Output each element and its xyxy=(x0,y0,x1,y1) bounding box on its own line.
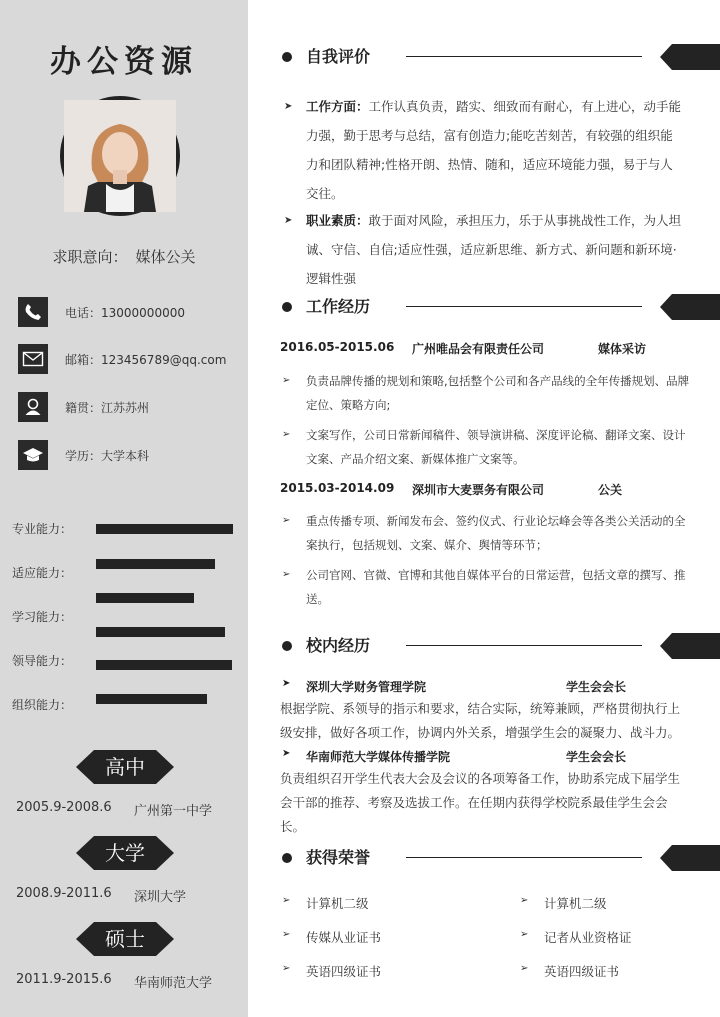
job-role: 媒体采访 xyxy=(598,342,647,356)
self-eval-quality-text: 敢于面对风险，承担压力，乐于从事挑战性工作，为人坦诚、守信、自信;适应性强，适应新思维、新方式、新问题和新环境·逻辑性强 xyxy=(306,213,682,286)
skill-bar-adaptability xyxy=(96,559,215,569)
edu-info-university xyxy=(16,886,187,905)
edu-level-master: 硕士 xyxy=(105,927,145,951)
graduation-cap-icon xyxy=(18,440,48,470)
edu-period-master: 2011.9-2015.6 xyxy=(16,972,112,987)
bullet-dot-icon xyxy=(282,641,292,651)
divider-line xyxy=(406,645,642,646)
edu-school-highschool: 广州第一中学 xyxy=(134,804,213,819)
job-intent-label: 求职意向： xyxy=(52,248,128,266)
honor-text: 传媒从业证书 xyxy=(306,930,382,945)
contact-email-text: 邮箱：123456789@qq.com xyxy=(65,352,227,367)
arrow-icon: ➤ xyxy=(284,101,293,112)
contact-origin xyxy=(18,391,149,423)
arrow-icon: ➢ xyxy=(520,895,529,906)
job-header-2 xyxy=(280,481,623,497)
divider-line xyxy=(406,857,642,858)
honor-text: 英语四级证书 xyxy=(544,964,620,979)
divider-line xyxy=(406,56,642,57)
edu-period-university: 2008.9-2011.6 xyxy=(16,886,112,901)
job-item xyxy=(282,369,692,417)
sidebar xyxy=(0,0,248,1017)
section-title-campus: 校内经历 xyxy=(306,636,371,655)
contact-phone xyxy=(18,296,185,328)
contact-email xyxy=(18,343,226,375)
self-eval-quality xyxy=(282,206,682,286)
honor-item xyxy=(282,894,369,912)
skill-label-professional: 专业能力： xyxy=(12,522,73,536)
section-header-honors xyxy=(280,845,720,871)
job-intent-value: 媒体公关 xyxy=(135,248,196,266)
divider-line xyxy=(406,306,642,307)
job-item-text: 公司官网、官微、官博和其他自媒体平台的日常运营，包括文章的撰写、推送。 xyxy=(306,568,686,606)
arrow-icon: ➢ xyxy=(520,963,529,974)
skill-bar-organization xyxy=(96,694,207,704)
honor-item xyxy=(520,894,607,912)
bullet-dot-icon xyxy=(282,853,292,863)
job-period: 2016.05-2015.06 xyxy=(280,340,395,354)
edu-school-master: 华南师范大学 xyxy=(134,976,213,991)
campus-desc-1: 根据学院、系领导的指示和要求，结合实际，统筹兼顾，严格贯彻执行上级安排，做好各项工作，协调内外关系，增强学生会的凝聚力、战斗力。 xyxy=(280,701,681,740)
contact-education xyxy=(18,439,149,471)
campus-position: 学生会会长 xyxy=(566,750,627,764)
campus-desc-2: 负责组织召开学生代表大会及会议的各项筹备工作，协助系完成下届学生会干部的推荐、考察及选拔工作。在任期内获得学校院系最佳学生会会长。 xyxy=(280,771,681,834)
arrow-icon: ➤ xyxy=(282,678,291,689)
skill-label-learning: 学习能力： xyxy=(12,610,73,624)
honor-item xyxy=(520,928,632,946)
job-period: 2015.03-2014.09 xyxy=(280,481,395,495)
campus-org: 华南师范大学媒体传播学院 xyxy=(306,750,451,764)
job-company: 深圳市大麦票务有限公司 xyxy=(412,483,545,497)
section-title-honors: 获得荣誉 xyxy=(306,848,371,867)
edu-period-highschool: 2005.9-2008.6 xyxy=(16,800,112,815)
honor-text: 计算机二级 xyxy=(544,896,607,911)
arrow-icon: ➢ xyxy=(282,895,291,906)
edu-level-highschool: 高中 xyxy=(105,755,145,779)
job-item xyxy=(282,563,692,611)
skill-bar-extra xyxy=(96,660,232,670)
arrow-icon: ➢ xyxy=(282,929,291,940)
job-item xyxy=(282,423,692,471)
section-tab-icon xyxy=(660,845,720,871)
edu-school-university: 深圳大学 xyxy=(134,890,187,905)
skill-bar-leadership xyxy=(96,627,225,637)
phone-icon xyxy=(18,297,48,327)
job-role: 公关 xyxy=(598,483,623,497)
self-eval-work-text: 工作认真负责，踏实、细致而有耐心，有上进心，动手能力强，勤于思考与总结，富有创造力;能吃苦刻苦，有较强的组织能力和团队精神;性格开朗、热情、随和，适应环境能力强，易于与人交往。 xyxy=(306,99,682,201)
job-item-text: 重点传播专项、新闻发布会、签约仪式、行业论坛峰会等各类公关活动的全案执行，包括规划、文案、媒介、舆情等环节； xyxy=(306,514,686,552)
contact-phone-text: 电话：13000000000 xyxy=(65,305,185,320)
campus-position: 学生会会长 xyxy=(566,680,627,694)
edu-badge-university xyxy=(76,836,174,870)
self-eval-quality-head: 职业素质： xyxy=(306,213,369,228)
honor-text: 记者从业资格证 xyxy=(544,930,632,945)
job-intent xyxy=(0,246,248,267)
skill-bar-professional xyxy=(96,524,233,534)
honor-text: 英语四级证书 xyxy=(306,964,382,979)
profile-photo xyxy=(60,96,180,216)
bullet-dot-icon xyxy=(282,52,292,62)
edu-badge-highschool xyxy=(76,750,174,784)
contact-education-text: 学历：大学本科 xyxy=(65,448,150,463)
mail-icon xyxy=(18,344,48,374)
self-eval-work-head: 工作方面： xyxy=(306,99,369,114)
honor-item xyxy=(282,962,381,980)
arrow-icon: ➤ xyxy=(284,215,293,226)
section-title-self-eval: 自我评价 xyxy=(306,47,371,66)
self-eval-work xyxy=(282,92,682,208)
section-header-self-eval xyxy=(280,44,720,70)
section-tab-icon xyxy=(660,44,720,70)
skill-label-adaptability: 适应能力： xyxy=(12,566,73,580)
honor-item xyxy=(282,928,381,946)
section-tab-icon xyxy=(660,294,720,320)
skill-label-organization: 组织能力： xyxy=(12,698,73,712)
skill-label-leadership: 领导能力： xyxy=(12,654,73,668)
person-icon xyxy=(18,392,48,422)
edu-info-highschool xyxy=(16,800,213,819)
arrow-icon: ➤ xyxy=(282,748,291,759)
arrow-icon: ➢ xyxy=(282,963,291,974)
job-company: 广州唯品会有限责任公司 xyxy=(412,342,545,356)
edu-info-master xyxy=(16,972,213,991)
arrow-icon: ➢ xyxy=(282,375,291,386)
arrow-icon: ➢ xyxy=(520,929,529,940)
section-tab-icon xyxy=(660,633,720,659)
skill-bar-learning xyxy=(96,593,194,603)
edu-level-university: 大学 xyxy=(105,841,145,865)
arrow-icon: ➢ xyxy=(282,429,291,440)
honor-item xyxy=(520,962,619,980)
resume-name: 办公资源 xyxy=(50,44,198,80)
bullet-dot-icon xyxy=(282,302,292,312)
job-header-1 xyxy=(280,340,647,356)
job-item-text: 文案写作，公司日常新闻稿件、领导演讲稿、深度评论稿、翻译文案、设计文案、产品介绍文案、新媒体推广文案等。 xyxy=(306,428,686,466)
section-header-campus xyxy=(280,633,720,659)
section-title-work: 工作经历 xyxy=(306,297,371,316)
edu-badge-master xyxy=(76,922,174,956)
arrow-icon: ➢ xyxy=(282,569,291,580)
arrow-icon: ➢ xyxy=(282,515,291,526)
campus-org: 深圳大学财务管理学院 xyxy=(306,680,427,694)
job-item-text: 负责品牌传播的规划和策略,包括整个公司和各产品线的全年传播规划、品牌定位、策略方向; xyxy=(306,374,690,412)
job-item xyxy=(282,509,692,557)
contact-origin-text: 籍贯：江苏苏州 xyxy=(65,400,150,415)
section-header-work xyxy=(280,294,720,320)
honor-text: 计算机二级 xyxy=(306,896,369,911)
